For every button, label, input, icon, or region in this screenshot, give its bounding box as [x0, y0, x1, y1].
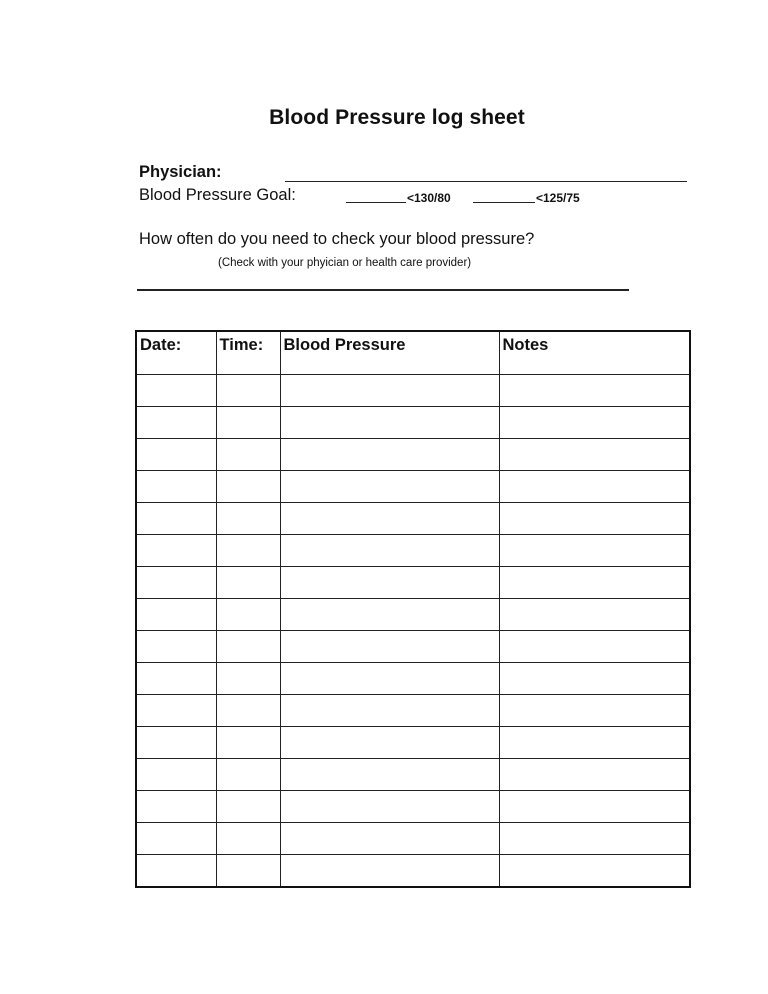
notes-cell[interactable] [499, 663, 690, 695]
date-cell[interactable] [136, 727, 216, 759]
check-frequency-hint: (Check with your phyician or health care provider) [218, 257, 472, 269]
time-cell[interactable] [216, 727, 280, 759]
blood-pressure-cell[interactable] [280, 471, 499, 503]
goal-option-2-label: <125/75 [536, 191, 580, 205]
date-cell[interactable] [136, 631, 216, 663]
notes-cell[interactable] [499, 791, 690, 823]
time-cell[interactable] [216, 375, 280, 407]
check-frequency-question: How often do you need to check your blood pressure? [139, 230, 535, 248]
page-title: Blood Pressure log sheet [269, 106, 525, 129]
time-cell[interactable] [216, 631, 280, 663]
log-table-body [136, 375, 690, 887]
blood-pressure-cell[interactable] [280, 759, 499, 791]
time-cell[interactable] [216, 663, 280, 695]
time-cell[interactable] [216, 567, 280, 599]
time-cell[interactable] [216, 439, 280, 471]
table-row [136, 695, 690, 727]
blood-pressure-cell[interactable] [280, 503, 499, 535]
table-row [136, 407, 690, 439]
blood-pressure-cell[interactable] [280, 823, 499, 855]
blood-pressure-cell[interactable] [280, 727, 499, 759]
notes-cell[interactable] [499, 439, 690, 471]
table-row [136, 375, 690, 407]
time-cell[interactable] [216, 855, 280, 887]
table-row [136, 503, 690, 535]
header-blood-pressure: Blood Pressure [280, 331, 499, 375]
table-row [136, 471, 690, 503]
time-cell[interactable] [216, 599, 280, 631]
blood-pressure-cell[interactable] [280, 407, 499, 439]
date-cell[interactable] [136, 471, 216, 503]
goal-option-2-checkline[interactable] [473, 202, 535, 203]
notes-cell[interactable] [499, 855, 690, 887]
blood-pressure-log-table [135, 330, 691, 888]
blood-pressure-cell[interactable] [280, 791, 499, 823]
date-cell[interactable] [136, 375, 216, 407]
date-cell[interactable] [136, 503, 216, 535]
table-row [136, 823, 690, 855]
time-cell[interactable] [216, 407, 280, 439]
notes-cell[interactable] [499, 695, 690, 727]
time-cell[interactable] [216, 503, 280, 535]
notes-cell[interactable] [499, 631, 690, 663]
notes-cell[interactable] [499, 471, 690, 503]
blood-pressure-cell[interactable] [280, 631, 499, 663]
header-notes: Notes [499, 331, 690, 375]
time-cell[interactable] [216, 823, 280, 855]
date-cell[interactable] [136, 759, 216, 791]
table-row [136, 535, 690, 567]
table-row [136, 599, 690, 631]
time-cell[interactable] [216, 791, 280, 823]
time-cell[interactable] [216, 695, 280, 727]
date-cell[interactable] [136, 695, 216, 727]
time-cell[interactable] [216, 535, 280, 567]
table-row [136, 759, 690, 791]
blood-pressure-cell[interactable] [280, 695, 499, 727]
date-cell[interactable] [136, 791, 216, 823]
table-row [136, 663, 690, 695]
blood-pressure-cell[interactable] [280, 663, 499, 695]
blood-pressure-cell[interactable] [280, 375, 499, 407]
time-cell[interactable] [216, 759, 280, 791]
notes-cell[interactable] [499, 599, 690, 631]
check-frequency-answer-line[interactable] [137, 289, 629, 291]
goal-option-1-checkline[interactable] [346, 202, 406, 203]
table-row [136, 791, 690, 823]
notes-cell[interactable] [499, 823, 690, 855]
date-cell[interactable] [136, 855, 216, 887]
time-cell[interactable] [216, 471, 280, 503]
notes-cell[interactable] [499, 727, 690, 759]
blood-pressure-cell[interactable] [280, 599, 499, 631]
table-row [136, 727, 690, 759]
table-row [136, 439, 690, 471]
goal-label: Blood Pressure Goal: [139, 186, 296, 204]
notes-cell[interactable] [499, 407, 690, 439]
notes-cell[interactable] [499, 535, 690, 567]
date-cell[interactable] [136, 567, 216, 599]
date-cell[interactable] [136, 535, 216, 567]
physician-entry-line[interactable] [285, 181, 687, 182]
date-cell[interactable] [136, 599, 216, 631]
notes-cell[interactable] [499, 567, 690, 599]
table-header-row [136, 331, 690, 375]
blood-pressure-cell[interactable] [280, 855, 499, 887]
goal-option-1-label: <130/80 [407, 191, 451, 205]
date-cell[interactable] [136, 823, 216, 855]
header-time: Time: [216, 331, 280, 375]
date-cell[interactable] [136, 663, 216, 695]
table-row [136, 855, 690, 887]
blood-pressure-cell[interactable] [280, 567, 499, 599]
blood-pressure-cell[interactable] [280, 439, 499, 471]
table-row [136, 567, 690, 599]
header-date: Date: [136, 331, 216, 375]
notes-cell[interactable] [499, 375, 690, 407]
table-row [136, 631, 690, 663]
date-cell[interactable] [136, 439, 216, 471]
physician-label: Physician: [139, 163, 222, 181]
blood-pressure-cell[interactable] [280, 535, 499, 567]
date-cell[interactable] [136, 407, 216, 439]
notes-cell[interactable] [499, 759, 690, 791]
notes-cell[interactable] [499, 503, 690, 535]
